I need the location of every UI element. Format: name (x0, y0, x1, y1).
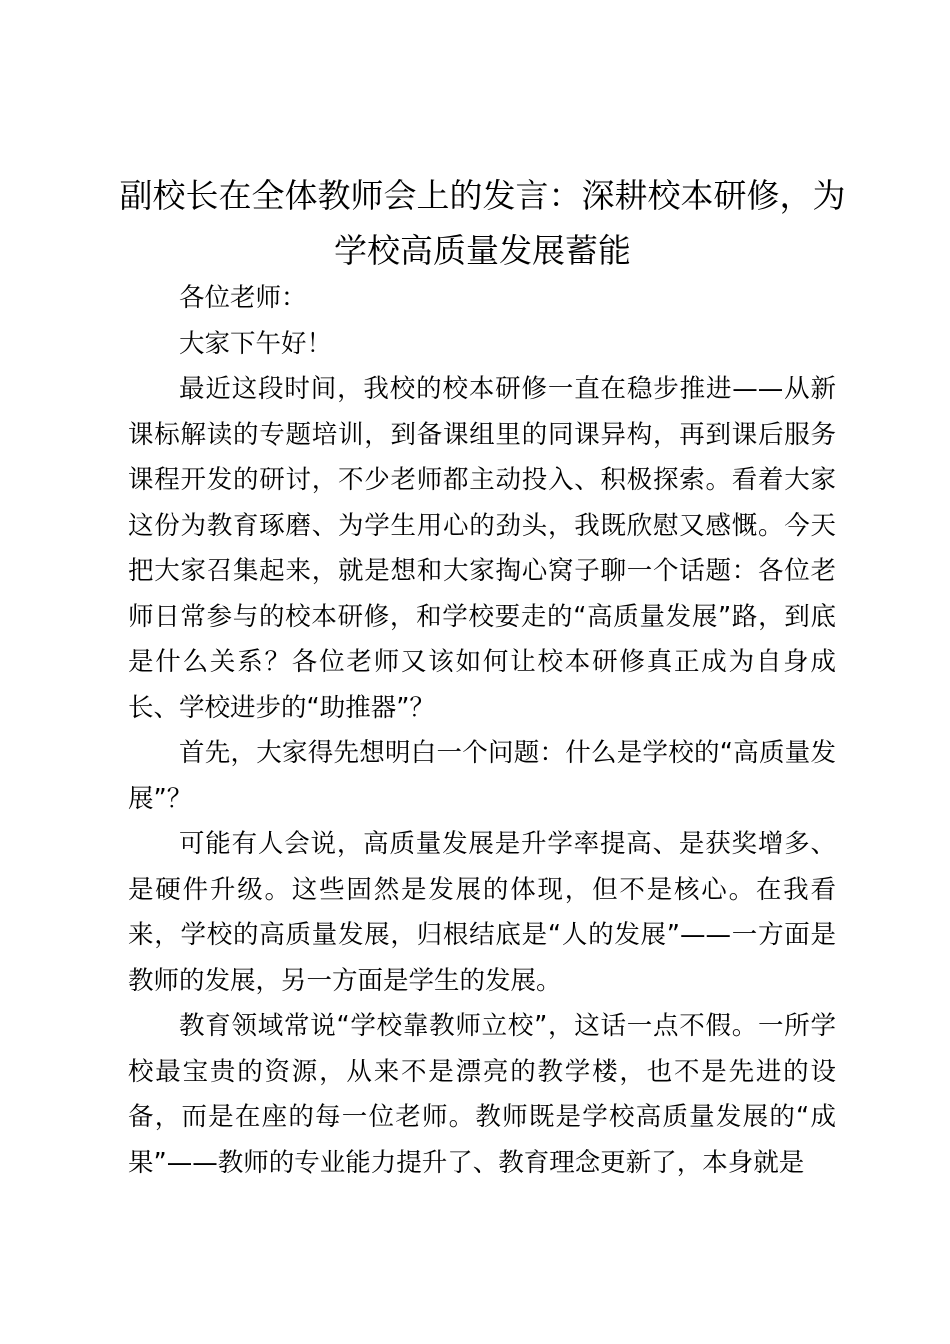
paragraph-salutation: 各位老师： (179, 283, 307, 313)
paragraph-teachers: 教育领域常说“学校靠教师立校”，这话一点不假。一所学校最宝贵的资源，从来不是漂亮的教学楼，也不是先进的设备，而是在座的每一位老师。教师既是学校高质量发展的“成果”——教师的专业能力提升了、教育理念更新了，本身就是 (128, 1011, 836, 1178)
paragraph-intro: 最近这段时间，我校的校本研修一直在稳步推进——从新课标解读的专题培训，到备课组里的同课异构，再到课后服务课程开发的研讨，不少老师都主动投入、积极探索。看着大家这份为教育琢磨、为学生用心的劲头，我既欣慰又感慨。今天把大家召集起来，就是想和大家掏心窝子聊一个话题：各位老师日常参与的校本研修，和学校要走的“高质量发展”路，到底是什么关系？各位老师又该如何让校本研修真正成为自身成长、学校进步的“助推器”？ (128, 374, 836, 723)
document-title: 副校长在全体教师会上的发言：深耕校本研修，为学校高质量发展蓄能 (119, 176, 846, 270)
paragraph-question: 首先，大家得先想明白一个问题：什么是学校的“高质量发展”？ (128, 738, 836, 814)
paragraph-greeting: 大家下午好！ (179, 328, 333, 359)
document-body (128, 276, 836, 1186)
paragraph-definition: 可能有人会说，高质量发展是升学率提高、是获奖增多、是硬件升级。这些固然是发展的体现，但不是核心。在我看来，学校的高质量发展，归根结底是“人的发展”——一方面是教师的发展，另一方面是学生的发展。 (128, 829, 836, 996)
